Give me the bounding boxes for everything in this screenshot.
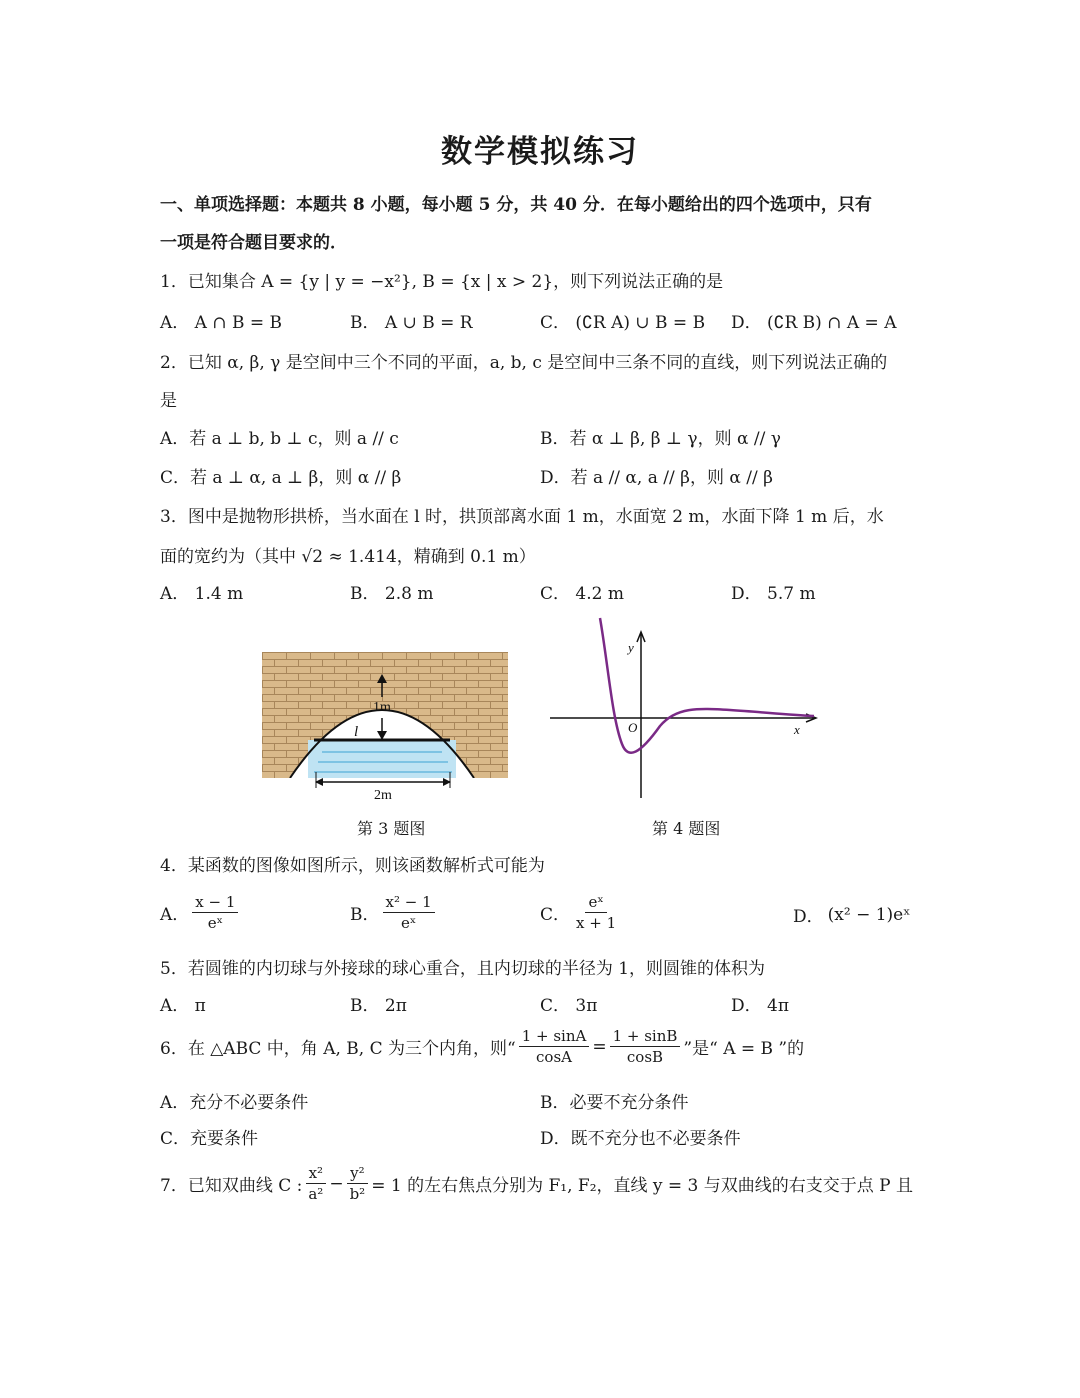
q2-option-d: D．若 a // α, a // β，则 α // β <box>540 468 773 488</box>
q1-option-d: D． (∁R B) ∩ A = A <box>731 313 897 333</box>
q4-b-fraction: $\frac{\text{x² − 1}}{\text{eˣ}}$ <box>383 892 435 933</box>
fig3-caption: 第 3 题图 <box>357 819 426 838</box>
q5-option-b: B． 2π <box>350 996 407 1016</box>
water-line-label: l <box>354 724 359 740</box>
q5-stem: 5．若圆锥的内切球与外接球的球心重合，且内切球的半径为 1，则圆锥的体积为 <box>160 959 766 979</box>
q4-option-d: D． (x² − 1)eˣ <box>793 904 911 927</box>
q2-stem-line1: 2．已知 α, β, γ 是空间中三个不同的平面，a, b, c 是空间中三条不同的直线，则下列说法正确的 <box>160 353 888 373</box>
q3-option-c: C． 4.2 m <box>540 584 624 604</box>
q5-option-d: D． 4π <box>731 996 790 1016</box>
q6-option-d: D．既不充分也不必要条件 <box>540 1129 741 1149</box>
width-label: 2m <box>374 788 392 802</box>
q3-option-d: D． 5.7 m <box>731 584 816 604</box>
q6-option-a: A．充分不必要条件 <box>160 1093 309 1113</box>
function-graph-figure <box>548 614 818 800</box>
page-title: 数学模拟练习 <box>441 134 639 170</box>
q1-option-c: C． (∁R A) ∪ B = B <box>540 313 706 333</box>
q2-option-a: A．若 a ⊥ b, b ⊥ c，则 a // c <box>160 429 399 449</box>
q6-fraction-b: $\frac{1 + \sin B}{\cos B}$ <box>610 1026 681 1067</box>
q6-stem: 6．在 △ABC 中，角 A, B, C 为三个内角，则“ $\frac{1 + \sin A}{\cos A}$ = $\frac{1 + \sin B}{\cos B}$ ”是“ A = B ”的 <box>160 1027 805 1066</box>
q6-option-b: B．必要不充分条件 <box>540 1093 689 1113</box>
q7-fraction-x: $\frac{\text{x²}}{\text{a²}}$ <box>305 1163 326 1204</box>
q5-option-c: C． 3π <box>540 996 598 1016</box>
q7-fraction-y: $\frac{\text{y²}}{\text{b²}}$ <box>347 1163 369 1204</box>
section-heading-line2: 一项是符合题目要求的． <box>160 233 347 253</box>
q4-c-fraction: $\frac{\text{eˣ}}{x + 1}$ <box>576 893 617 932</box>
arch-bridge-figure <box>262 652 508 802</box>
height-label: 1m <box>373 700 391 715</box>
q4-stem: 4．某函数的图像如图所示，则该函数解析式可能为 <box>160 856 545 876</box>
q3-option-a: A． 1.4 m <box>160 584 244 604</box>
q4-a-fraction: $\frac{x - 1}{\text{eˣ}}$ <box>192 892 238 933</box>
q3-stem-line2: 面的宽约为（其中 √2 ≈ 1.414，精确到 0.1 m） <box>160 547 536 567</box>
q6-option-c: C．充要条件 <box>160 1129 259 1149</box>
q4-option-c: C． $\frac{\text{eˣ}}{x + 1}$ <box>540 892 622 933</box>
x-axis-label: x <box>794 722 800 737</box>
q1-stem: 1．已知集合 A = {y | y = −x²}, B = {x | x > 2}，则下列说法正确的是 <box>160 272 724 292</box>
fig4-caption: 第 4 题图 <box>652 819 721 838</box>
q2-option-b: B．若 α ⊥ β, β ⊥ γ，则 α // γ <box>540 429 781 449</box>
q6-fraction-a: $\frac{1 + \sin A}{\cos A}$ <box>519 1026 590 1067</box>
q7-stem: 7．已知双曲线 C : $\frac{\text{x²}}{\text{a²}}$ − $\frac{\text{y²}}{\text{b²}}$ = 1 的左右焦点分别为 F₁, F₂，直线 y = 3 与双曲线的右支交于点 P 且 <box>160 1164 914 1203</box>
q3-option-b: B． 2.8 m <box>350 584 434 604</box>
q1-option-a: A． A ∩ B = B <box>160 313 283 333</box>
q1-option-b: B． A ∪ B = R <box>350 313 473 333</box>
q4-option-a: A． $\frac{x - 1}{\text{eˣ}}$ <box>160 892 241 933</box>
y-axis-label: y <box>628 640 634 655</box>
section-heading-line1: 一、单项选择题：本题共 8 小题，每小题 5 分，共 40 分．在每小题给出的四个选项中，只有 <box>160 195 872 215</box>
q5-option-a: A． π <box>160 996 206 1016</box>
q4-option-b: B． $\frac{\text{x² − 1}}{\text{eˣ}}$ <box>350 892 438 933</box>
origin-label: O <box>628 720 638 735</box>
q3-stem-line1: 3．图中是抛物形拱桥，当水面在 l 时，拱顶部离水面 1 m，水面宽 2 m，水面下降 1 m 后，水 <box>160 507 884 527</box>
q2-stem-line2: 是 <box>160 391 177 411</box>
q2-option-c: C．若 a ⊥ α, a ⊥ β，则 α // β <box>160 468 402 488</box>
